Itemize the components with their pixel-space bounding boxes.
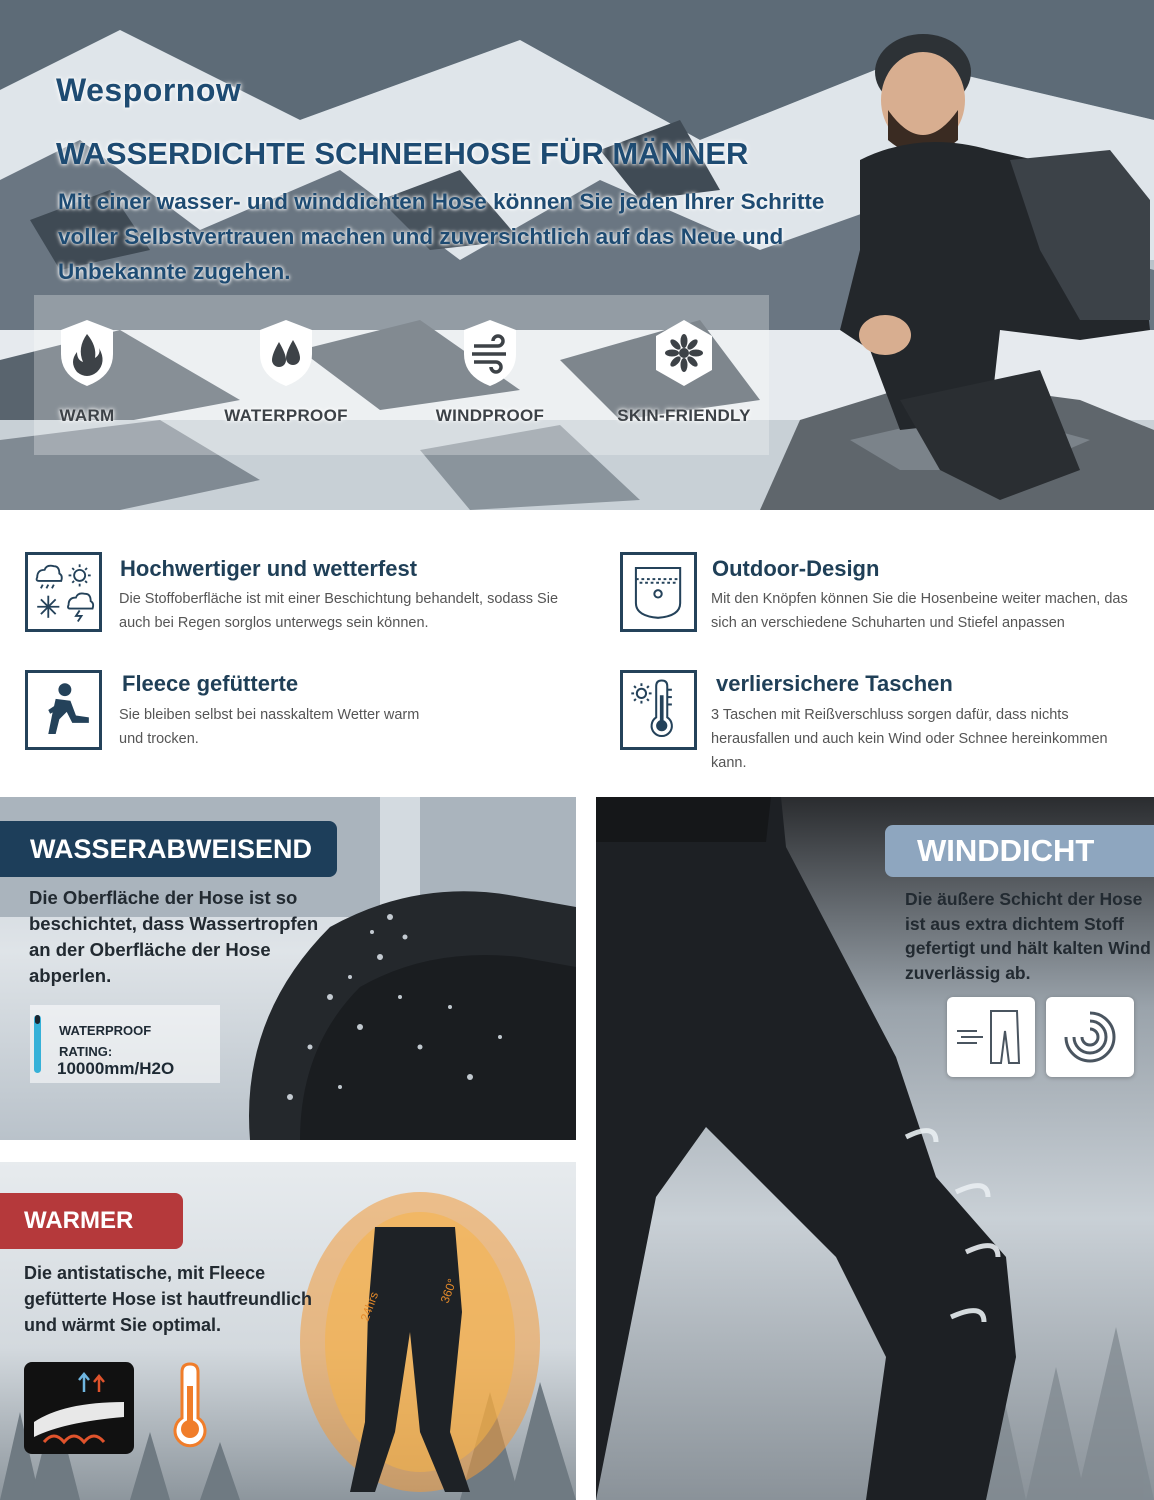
- feature-waterproof: [201, 318, 371, 426]
- thermometer-sun-icon: [620, 670, 697, 750]
- hero-title: WASSERDICHTE SCHNEEHOSE FÜR MÄNNER: [56, 136, 749, 171]
- feature-skin-friendly-label: SKIN-FRIENDLY: [617, 406, 751, 425]
- wind-pants-icon: [947, 997, 1035, 1077]
- fleece-layer-icon: [24, 1362, 134, 1454]
- windproof-tag: WINDDICHT: [885, 825, 1154, 877]
- highlight-title: verliersichere Taschen: [716, 671, 953, 696]
- warmer-tag: WARMER: [0, 1193, 183, 1249]
- feature-warm: [2, 318, 172, 426]
- warm-24hrs-badge: 24hrs: [357, 1290, 382, 1324]
- rating-gauge-icon: [34, 1015, 41, 1073]
- flower-hexagon-icon: [654, 318, 714, 388]
- wind-shield-icon: [460, 318, 520, 388]
- weather-icon: [25, 552, 102, 632]
- highlight-title: Outdoor-Design: [712, 556, 880, 581]
- feature-skin-friendly: [599, 318, 769, 426]
- hero-banner: [0, 0, 1154, 510]
- water-repellent-text: Die Oberfläche der Hose ist so beschichtet, dass Wassertropfen an der Oberfläche der Hose abperlen.: [29, 887, 319, 986]
- feature-warm-label: WARM: [59, 406, 115, 425]
- highlight-desc: Sie bleiben selbst bei nasskaltem Wetter warm und trocken.: [119, 707, 420, 747]
- windproof-panel: [596, 797, 1154, 1500]
- waterproof-rating-box: [30, 1005, 220, 1083]
- rating-label: WATERPROOF RATING:: [59, 1023, 152, 1059]
- hero-subtitle: Mit einer wasser- und winddichten Hose können Sie jeden Ihrer Schritte voller Selbstvertrauen machen und zuversichtlich auf das Neue und Unbekannte zugehen.: [58, 189, 825, 284]
- warm-360-badge: 360°: [437, 1276, 460, 1306]
- feature-windproof: [405, 318, 575, 426]
- flame-shield-icon: [57, 318, 117, 388]
- swirl-icon: [1046, 997, 1134, 1077]
- highlight-desc: Mit den Knöpfen können Sie die Hosenbeine weiter machen, das sich an verschiedene Schuharten und Stiefel anpassen: [711, 591, 1128, 631]
- highlight-title: Hochwertiger und wetterfest: [120, 556, 418, 581]
- stretch-person-icon: [25, 670, 102, 750]
- thermometer-icon: [166, 1362, 214, 1450]
- feature-waterproof-label: WATERPROOF: [224, 406, 348, 425]
- warmer-panel: [0, 1162, 576, 1500]
- rating-value: 10000mm/H2O: [57, 1059, 175, 1078]
- warmer-text: Die antistatische, mit Fleece gefütterte Hose ist hautfreundlich und wärmt Sie optimal.: [24, 1263, 313, 1335]
- windproof-text: Die äußere Schicht der Hose ist aus extra dichtem Stoff gefertigt und hält kalten Wind zuverlässig ab.: [905, 889, 1151, 983]
- water-drops-shield-icon: [256, 318, 316, 388]
- water-repellent-tag: WASSERABWEISEND: [0, 821, 337, 877]
- highlight-desc: Die Stoffoberfläche ist mit einer Beschichtung behandelt, sodass Sie auch bei Regen sorglos unterwegs sein können.: [119, 591, 559, 631]
- feature-windproof-label: WINDPROOF: [435, 406, 545, 425]
- highlight-desc: 3 Taschen mit Reißverschluss sorgen dafür, dass nichts herausfallen und auch kein Wind oder Schnee hereinkommen kann.: [711, 707, 1108, 771]
- pocket-icon: [620, 552, 697, 632]
- brand-logo: Wespornow: [56, 72, 242, 108]
- water-repellent-panel: [0, 797, 576, 1140]
- highlight-title: Fleece gefütterte: [122, 671, 299, 696]
